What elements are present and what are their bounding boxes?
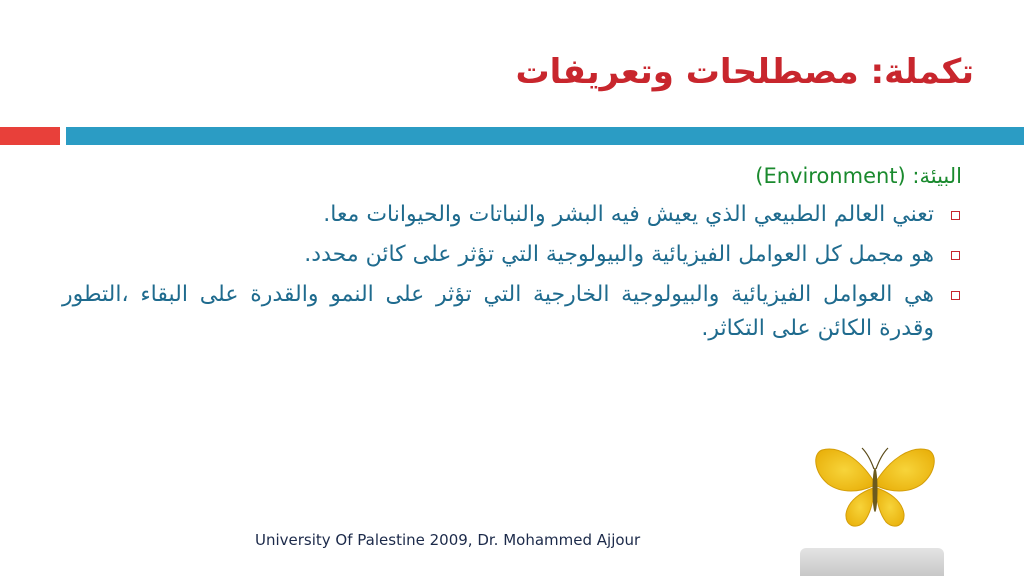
accent-bar-red — [0, 127, 60, 145]
footer-credit: University Of Palestine 2009, Dr. Mohammed Ajjour — [255, 531, 641, 549]
slide-content — [62, 160, 962, 352]
bullet-text: هو مجمل كل العوامل الفيزيائية والبيولوجية التي تؤثر على كائن محدد. — [304, 241, 934, 267]
photo-frame — [800, 548, 944, 576]
definition-heading — [62, 160, 962, 194]
heading-term: (Environment) — [755, 164, 906, 188]
bullet-item — [62, 278, 962, 346]
square-bullet-icon — [951, 211, 960, 220]
accent-bar-blue — [66, 127, 1024, 145]
heading-label: البيئة: — [912, 164, 962, 188]
bullet-list — [62, 198, 962, 346]
slide-title: تكملة: مصطلحات وتعريفات — [515, 52, 974, 92]
square-bullet-icon — [951, 291, 960, 300]
bullet-text: تعني العالم الطبيعي الذي يعيش فيه البشر والنباتات والحيوانات معا. — [323, 201, 934, 227]
bullet-item — [62, 198, 962, 232]
square-bullet-icon — [951, 251, 960, 260]
bullet-item — [62, 238, 962, 272]
butterfly-image — [810, 440, 940, 535]
bullet-text: هي العوامل الفيزيائية والبيولوجية الخارجية التي تؤثر على النمو والقدرة على البقاء ،التطور وقدرة الكائن على التكاثر. — [62, 281, 934, 341]
